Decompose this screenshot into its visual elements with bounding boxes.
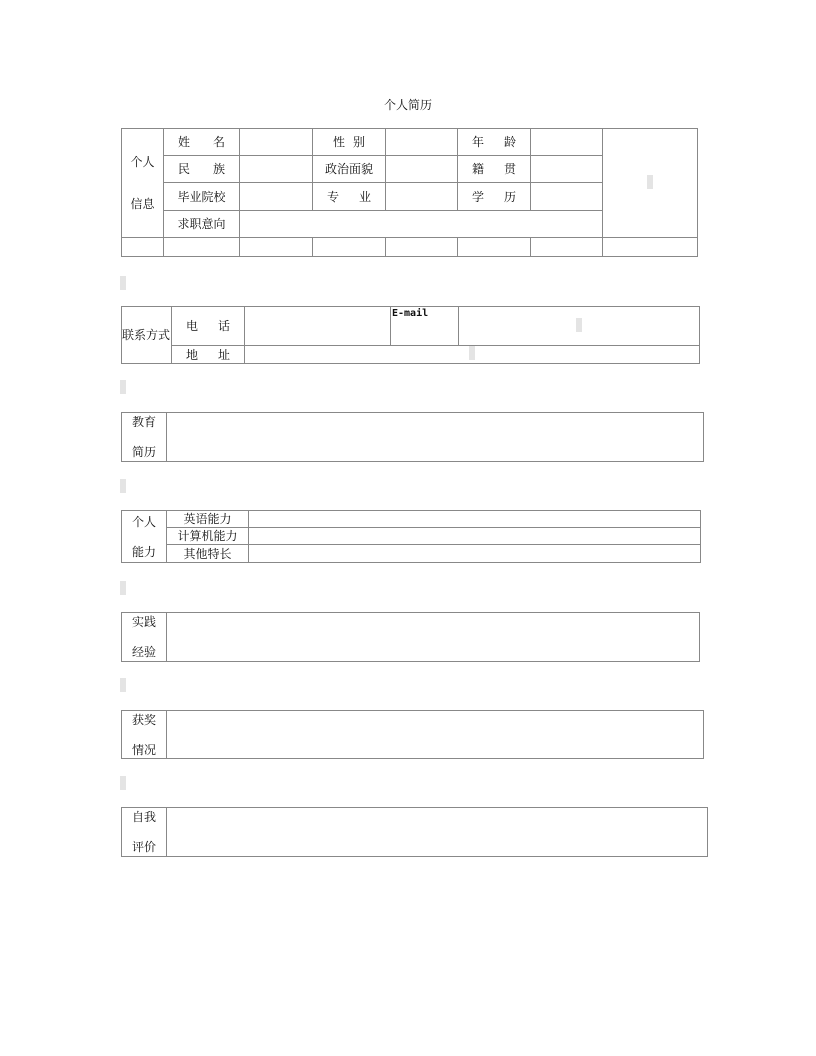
school-label: 毕业院校 xyxy=(164,183,240,211)
political-field[interactable] xyxy=(386,156,458,183)
school-field[interactable] xyxy=(240,183,313,211)
blank-cell xyxy=(386,238,458,257)
paragraph-marker xyxy=(120,581,126,595)
abilities-table xyxy=(121,510,701,563)
address-field[interactable] xyxy=(245,346,700,364)
self-evaluation-table xyxy=(121,807,708,857)
blank-cell xyxy=(531,238,603,257)
age-label: 年 龄 xyxy=(458,129,531,156)
photo-placeholder-icon xyxy=(647,175,653,189)
contact-label: 联系方式 xyxy=(122,307,172,364)
blank-cell xyxy=(164,238,240,257)
political-label: 政治面貌 xyxy=(313,156,386,183)
self-evaluation-label: 自我 评价 xyxy=(122,808,167,857)
page-title: 个人简历 xyxy=(383,98,432,112)
paragraph-marker xyxy=(120,380,126,394)
blank-cell xyxy=(122,238,164,257)
education-field[interactable] xyxy=(167,413,704,462)
name-label: 姓 名 xyxy=(164,129,240,156)
cursor-marker xyxy=(469,346,475,360)
ethnicity-label: 民 族 xyxy=(164,156,240,183)
blank-cell xyxy=(458,238,531,257)
blank-cell xyxy=(240,238,313,257)
gender-field[interactable] xyxy=(386,129,458,156)
photo-box[interactable] xyxy=(603,129,698,238)
blank-cell xyxy=(603,238,698,257)
english-label: 英语能力 xyxy=(167,511,249,528)
computer-field[interactable] xyxy=(249,528,701,545)
education-label: 教育 简历 xyxy=(122,413,167,462)
age-field[interactable] xyxy=(531,129,603,156)
cursor-marker xyxy=(576,318,582,332)
origin-field[interactable] xyxy=(531,156,603,183)
ethnicity-field[interactable] xyxy=(240,156,313,183)
major-field[interactable] xyxy=(386,183,458,211)
practice-field[interactable] xyxy=(167,613,700,662)
awards-table xyxy=(121,710,704,759)
practice-label: 实践 经验 xyxy=(122,613,167,662)
self-evaluation-field[interactable] xyxy=(167,808,708,857)
phone-label: 电 话 xyxy=(172,307,245,346)
awards-field[interactable] xyxy=(167,711,704,759)
abilities-label: 个人 能力 xyxy=(122,511,167,563)
other-skills-label: 其他特长 xyxy=(167,545,249,563)
blank-cell xyxy=(313,238,386,257)
job-intent-field[interactable] xyxy=(240,211,603,238)
address-label: 地 址 xyxy=(172,346,245,364)
phone-field[interactable] xyxy=(245,307,391,346)
degree-label: 学 历 xyxy=(458,183,531,211)
email-label: E-mail xyxy=(391,307,459,346)
paragraph-marker xyxy=(120,776,126,790)
english-field[interactable] xyxy=(249,511,701,528)
awards-label: 获奖 情况 xyxy=(122,711,167,759)
contact-table xyxy=(121,306,700,364)
paragraph-marker xyxy=(120,479,126,493)
job-intent-label: 求职意向 xyxy=(164,211,240,238)
gender-label: 性 别 xyxy=(313,129,386,156)
personal-info-table xyxy=(121,128,698,257)
practice-table xyxy=(121,612,700,662)
other-skills-field[interactable] xyxy=(249,545,701,563)
paragraph-marker xyxy=(120,678,126,692)
education-table xyxy=(121,412,704,462)
origin-label: 籍 贯 xyxy=(458,156,531,183)
email-field[interactable] xyxy=(459,307,700,346)
computer-label: 计算机能力 xyxy=(167,528,249,545)
paragraph-marker xyxy=(120,276,126,290)
personal-info-label: 个人 信息 xyxy=(122,129,164,238)
degree-field[interactable] xyxy=(531,183,603,211)
name-field[interactable] xyxy=(240,129,313,156)
major-label: 专 业 xyxy=(313,183,386,211)
